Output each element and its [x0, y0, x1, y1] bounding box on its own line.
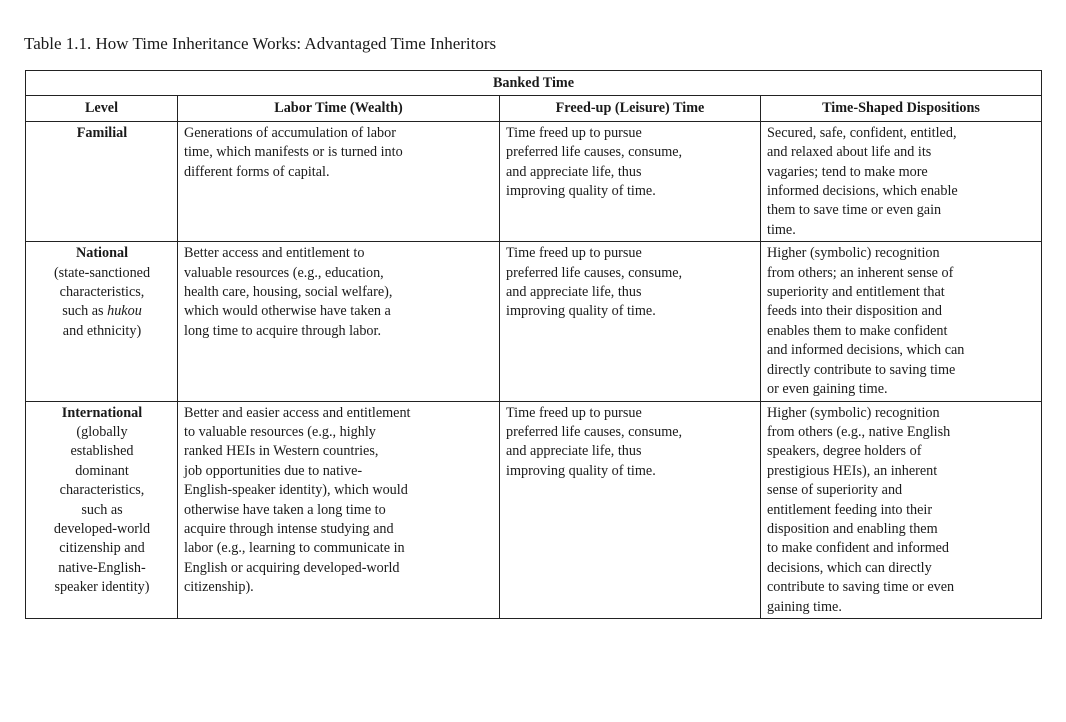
dispositions-cell: [761, 121, 1042, 241]
labor-time-cell: [178, 242, 500, 401]
table-row-national: [26, 242, 1042, 401]
freed-up-time-text: Time freed up to pursue preferred life causes, consume, and appreciate life, thus improving quality of time.: [506, 404, 683, 479]
level-description-text: (state-sanctioned characteristics, such as: [53, 264, 151, 320]
labor-time-text: Better and easier access and entitlement to valuable resources (e.g., highly ranked HEIs in Western countries, job opportunities due to native- English-speaker identity), which would otherwise have taken a long time to acquire through intense studying and labor (e.g., learning to communicate in English or acquiring developed-world citizenship).: [184, 404, 411, 596]
dispositions-text: Higher (symbolic) recognition from others (e.g., native English speakers, degree holders of prestigious HEIs), an inherent sense of superiority and entitlement feeding into their disposition and enabling them to make confident and informed decisions, which can directly contribute to saving time or even gaining time.: [767, 404, 955, 615]
freed-up-time-cell: [500, 242, 761, 401]
level-description-text: and ethnicity): [62, 322, 142, 339]
group-header-row: [26, 71, 1042, 96]
level-cell: [26, 121, 178, 241]
freed-up-time-cell: [500, 401, 761, 618]
column-header-labor-time: Labor Time (Wealth): [178, 96, 500, 121]
level-name: National: [75, 245, 129, 262]
level-description-italic: hukou: [107, 303, 142, 320]
column-header-dispositions: Time-Shaped Dispositions: [761, 96, 1042, 121]
column-header-level: Level: [26, 96, 178, 121]
column-header-freed-up-time: Freed-up (Leisure) Time: [500, 96, 761, 121]
time-inheritance-table: [25, 70, 1042, 619]
level-cell: [26, 401, 178, 618]
freed-up-time-text: Time freed up to pursue preferred life causes, consume, and appreciate life, thus improving quality of time.: [506, 245, 683, 320]
dispositions-cell: [761, 242, 1042, 401]
column-header-row: [26, 96, 1042, 121]
table-caption: Table 1.1. How Time Inheritance Works: Advantaged Time Inheritors: [24, 34, 497, 53]
freed-up-time-cell: [500, 121, 761, 241]
dispositions-text: Secured, safe, confident, entitled, and relaxed about life and its vagaries; tend to make more informed decisions, which enable them to save time or even gain time.: [767, 124, 958, 238]
level-description: [32, 264, 172, 342]
freed-up-time-text: Time freed up to pursue preferred life causes, consume, and appreciate life, thus improving quality of time.: [506, 124, 683, 200]
labor-time-cell: [178, 121, 500, 241]
dispositions-cell: [761, 401, 1042, 618]
labor-time-text: Better access and entitlement to valuable resources (e.g., education, health care, housing, social welfare), which would otherwise have taken a long time to acquire through labor.: [184, 245, 393, 339]
group-header-banked-time: Banked Time: [26, 71, 1042, 96]
level-name: International: [61, 404, 143, 421]
level-cell: [26, 242, 178, 401]
level-name: Familial: [76, 124, 128, 141]
level-description: (globally established dominant characteristics, such as developed-world citizenship and native-English- speaker identity): [53, 423, 151, 596]
labor-time-text: Generations of accumulation of labor time, which manifests or is turned into different forms of capital.: [184, 124, 403, 180]
labor-time-cell: [178, 401, 500, 618]
table-row-familial: [26, 121, 1042, 241]
table-row-international: [26, 401, 1042, 618]
dispositions-text: Higher (symbolic) recognition from others; an inherent sense of superiority and entitlement that feeds into their disposition and enables them to make confident and informed decisions, which can directly contribute to saving time or even gaining time.: [767, 245, 965, 398]
